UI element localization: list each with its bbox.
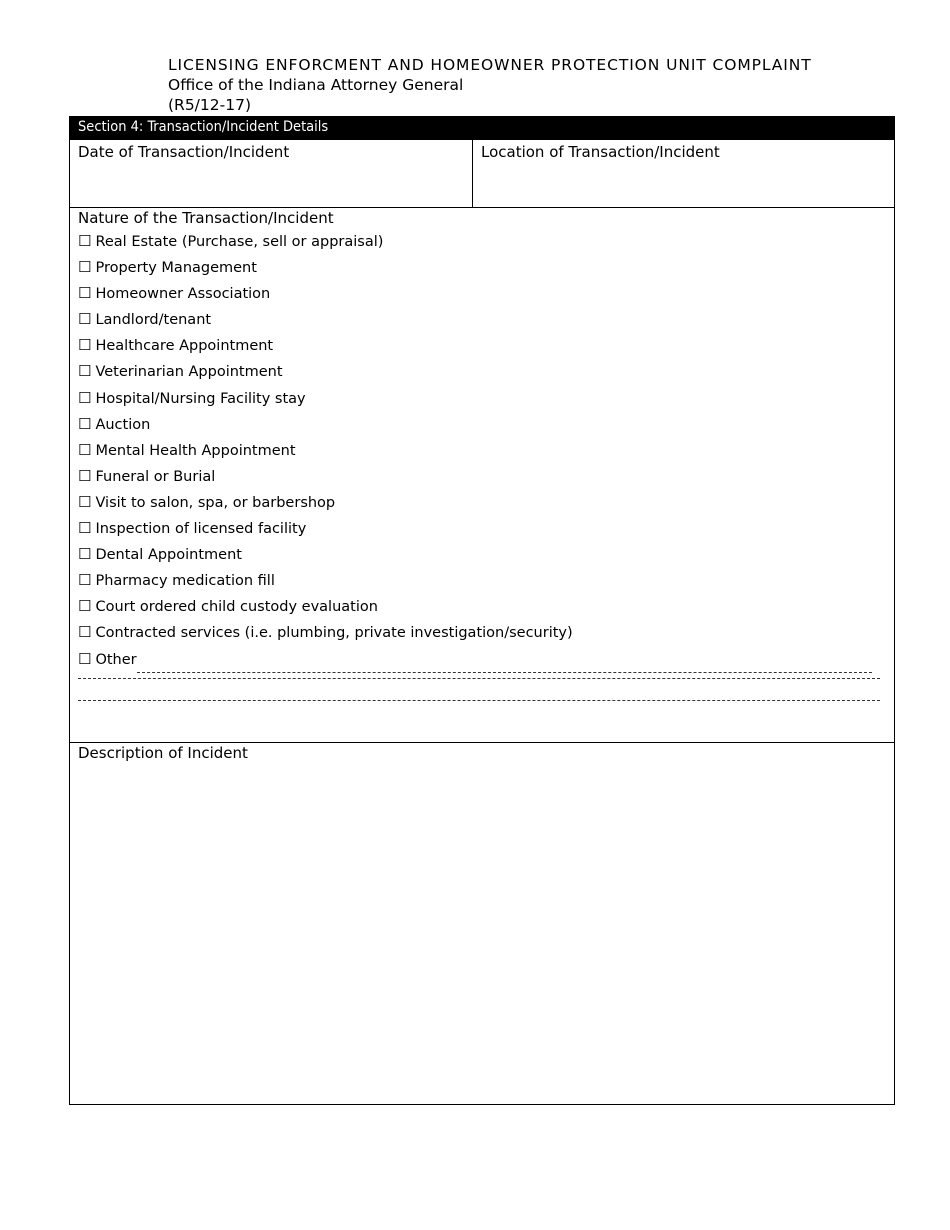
checkbox-icon[interactable]: ☐ [78, 623, 92, 642]
checkbox-icon[interactable]: ☐ [78, 440, 92, 459]
other-option[interactable] [78, 646, 886, 672]
form-header [168, 55, 888, 115]
office-name: Office of the Indiana Attorney General [168, 76, 464, 94]
date-label: Date of Transaction/Incident [78, 143, 290, 161]
description-field[interactable] [70, 743, 894, 763]
nature-option[interactable] [78, 593, 886, 619]
nature-option[interactable] [78, 254, 886, 280]
checkbox-icon[interactable]: ☐ [78, 388, 92, 407]
checkbox-icon[interactable]: ☐ [78, 492, 92, 511]
nature-option[interactable] [78, 567, 886, 593]
checkbox-icon[interactable]: ☐ [78, 571, 92, 590]
checkbox-icon[interactable]: ☐ [78, 597, 92, 616]
checkbox-icon[interactable]: ☐ [78, 336, 92, 355]
nature-option-label: Real Estate (Purchase, sell or appraisal) [95, 234, 384, 250]
nature-option[interactable] [78, 489, 886, 515]
nature-option-label: Dental Appointment [95, 547, 242, 564]
nature-option[interactable] [78, 332, 886, 358]
other-label: Other [95, 651, 137, 668]
nature-option-label: Pharmacy medication fill [95, 573, 275, 590]
nature-options-list [78, 228, 886, 646]
checkbox-icon[interactable]: ☐ [78, 649, 92, 668]
checkbox-icon[interactable]: ☐ [78, 258, 92, 277]
location-label: Location of Transaction/Incident [481, 143, 720, 161]
location-field[interactable] [473, 140, 894, 207]
nature-option[interactable] [78, 437, 886, 463]
nature-option-label: Contracted services (i.e. plumbing, private investigation/security) [95, 625, 573, 642]
nature-option[interactable] [78, 411, 886, 437]
nature-option-label: Funeral or Burial [95, 468, 216, 485]
nature-option[interactable] [78, 280, 886, 306]
nature-option-label: Hospital/Nursing Facility stay [95, 390, 306, 407]
checkbox-icon[interactable]: ☐ [78, 362, 92, 381]
checkbox-icon[interactable]: ☐ [78, 466, 92, 485]
nature-option-label: Court ordered child custody evaluation [95, 599, 378, 616]
nature-option[interactable] [78, 385, 886, 411]
checkbox-icon[interactable]: ☐ [78, 232, 92, 250]
other-text-line-2[interactable] [78, 672, 880, 679]
checkbox-icon[interactable]: ☐ [78, 545, 92, 564]
nature-option-label: Auction [95, 416, 151, 433]
other-text-line[interactable] [137, 655, 872, 673]
form-title: LICENSING ENFORCMENT AND HOMEOWNER PROTECTION UNIT COMPLAINT [168, 56, 812, 74]
nature-option-label: Visit to salon, spa, or barbershop [95, 494, 336, 511]
nature-option-label: Homeowner Association [95, 286, 271, 303]
nature-option-label: Mental Health Appointment [95, 442, 296, 459]
nature-option[interactable] [78, 358, 886, 384]
date-field[interactable] [70, 140, 473, 207]
nature-option[interactable] [78, 515, 886, 541]
nature-option[interactable] [78, 228, 886, 254]
nature-label: Nature of the Transaction/Incident [78, 209, 334, 227]
section-title-bar: Section 4: Transaction/Incident Details [70, 117, 894, 139]
nature-option-label: Property Management [95, 260, 257, 277]
description-label: Description of Incident [78, 744, 248, 762]
date-location-row [70, 139, 894, 208]
nature-option-label: Landlord/tenant [95, 312, 212, 329]
checkbox-icon[interactable]: ☐ [78, 310, 92, 329]
other-text-line-3[interactable] [78, 679, 880, 701]
revision-code: (R5/12-17) [168, 96, 251, 114]
nature-option-label: Inspection of licensed facility [95, 521, 307, 538]
nature-option[interactable] [78, 306, 886, 332]
nature-option-label: Veterinarian Appointment [95, 364, 283, 381]
nature-option[interactable] [78, 619, 886, 645]
checkbox-icon[interactable]: ☐ [78, 284, 92, 303]
nature-section [70, 208, 894, 743]
complaint-form-section [69, 116, 895, 1105]
checkbox-icon[interactable]: ☐ [78, 414, 92, 433]
nature-option[interactable] [78, 541, 886, 567]
nature-option[interactable] [78, 463, 886, 489]
checkbox-icon[interactable]: ☐ [78, 519, 92, 538]
nature-option-label: Healthcare Appointment [95, 338, 274, 355]
